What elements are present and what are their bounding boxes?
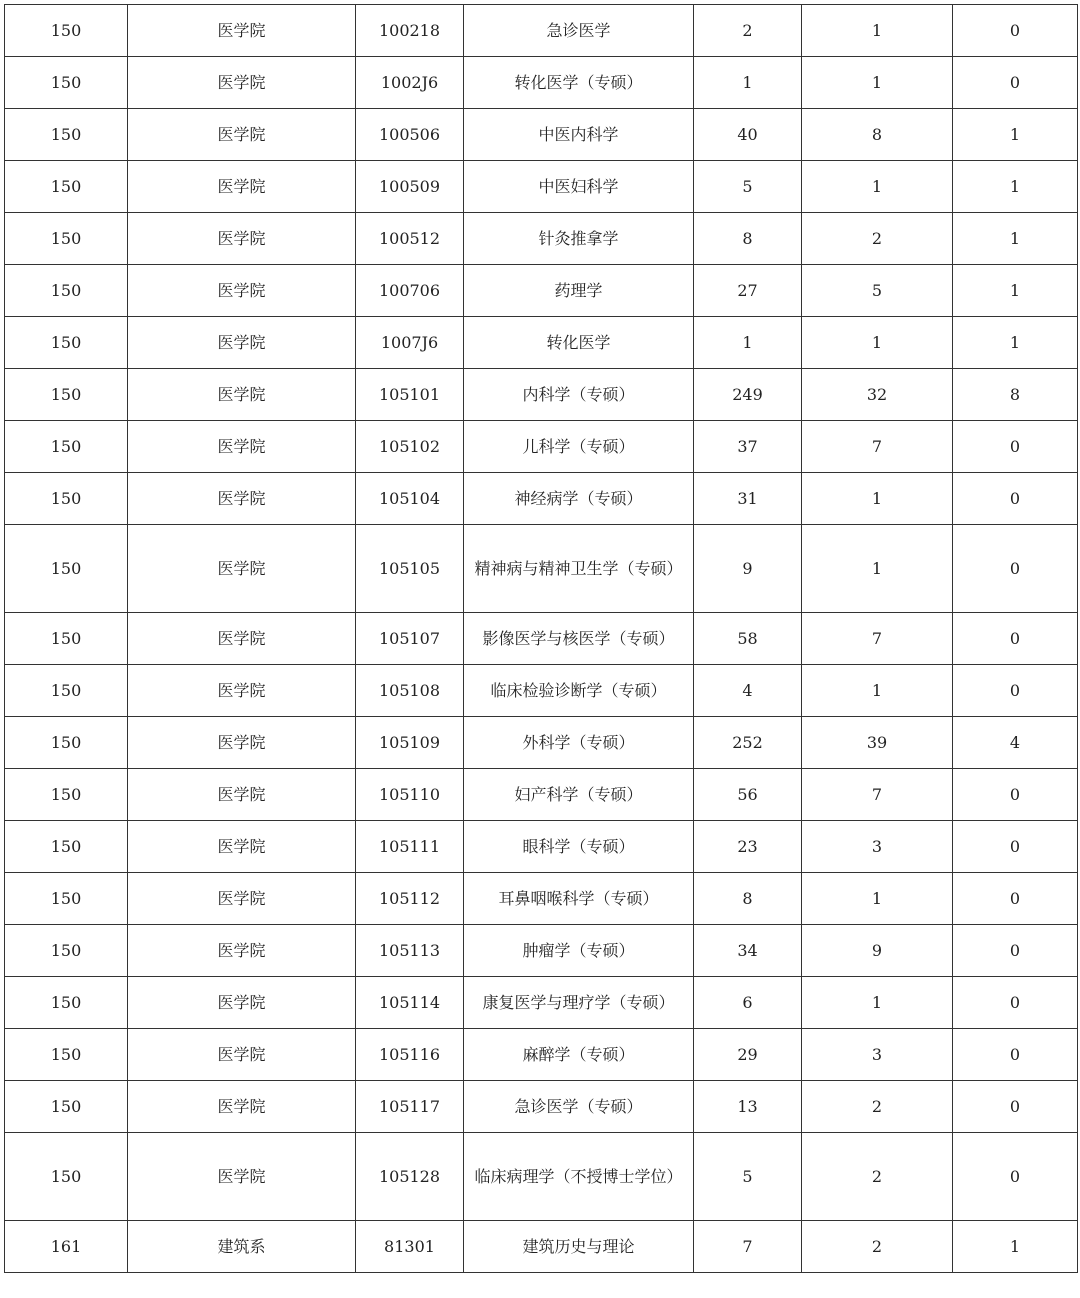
count-col6-cell: 2 [802,1081,953,1133]
dept-code-cell: 150 [5,873,128,925]
count-col6-cell: 1 [802,5,953,57]
count-col5-cell: 27 [694,265,802,317]
table-row [5,821,1078,873]
count-col7-cell: 0 [953,525,1078,613]
count-col5-cell: 29 [694,1029,802,1081]
major-name-cell: 建筑历史与理论 [464,1221,694,1273]
dept-code-cell: 150 [5,161,128,213]
dept-code-cell: 150 [5,369,128,421]
department-cell: 医学院 [128,769,356,821]
major-name-cell: 针灸推拿学 [464,213,694,265]
count-col6-cell: 1 [802,873,953,925]
count-col7-cell: 0 [953,1081,1078,1133]
table-row [5,1081,1078,1133]
table-row [5,977,1078,1029]
table-row [5,369,1078,421]
department-cell: 建筑系 [128,1221,356,1273]
count-col5-cell: 4 [694,665,802,717]
major-name-cell: 神经病学（专硕） [464,473,694,525]
count-col7-cell: 0 [953,57,1078,109]
major-code-cell: 105117 [356,1081,464,1133]
major-name-cell: 急诊医学 [464,5,694,57]
count-col5-cell: 56 [694,769,802,821]
major-code-cell: 105112 [356,873,464,925]
dept-code-cell: 150 [5,5,128,57]
major-code-cell: 105128 [356,1133,464,1221]
count-col7-cell: 1 [953,161,1078,213]
count-col5-cell: 23 [694,821,802,873]
table-row [5,717,1078,769]
table-row [5,1221,1078,1273]
major-code-cell: 105101 [356,369,464,421]
dept-code-cell: 150 [5,57,128,109]
major-name-cell: 肿瘤学（专硕） [464,925,694,977]
count-col7-cell: 0 [953,613,1078,665]
dept-code-cell: 150 [5,525,128,613]
major-name-cell: 影像医学与核医学（专硕） [464,613,694,665]
count-col6-cell: 1 [802,317,953,369]
table-row [5,109,1078,161]
department-cell: 医学院 [128,213,356,265]
count-col5-cell: 8 [694,213,802,265]
table-row [5,473,1078,525]
count-col5-cell: 34 [694,925,802,977]
major-name-cell: 中医妇科学 [464,161,694,213]
major-name-cell: 精神病与精神卫生学（专硕） [464,525,694,613]
count-col7-cell: 0 [953,473,1078,525]
major-name-cell: 临床病理学（不授博士学位） [464,1133,694,1221]
department-cell: 医学院 [128,317,356,369]
department-cell: 医学院 [128,977,356,1029]
department-cell: 医学院 [128,1133,356,1221]
department-cell: 医学院 [128,1081,356,1133]
dept-code-cell: 150 [5,977,128,1029]
count-col7-cell: 0 [953,769,1078,821]
count-col5-cell: 40 [694,109,802,161]
dept-code-cell: 161 [5,1221,128,1273]
major-name-cell: 中医内科学 [464,109,694,161]
count-col6-cell: 3 [802,821,953,873]
table-row [5,161,1078,213]
count-col6-cell: 1 [802,161,953,213]
dept-code-cell: 150 [5,213,128,265]
count-col7-cell: 0 [953,977,1078,1029]
major-name-cell: 外科学（专硕） [464,717,694,769]
dept-code-cell: 150 [5,665,128,717]
table-body [5,5,1078,1273]
department-cell: 医学院 [128,925,356,977]
dept-code-cell: 150 [5,925,128,977]
major-code-cell: 105102 [356,421,464,473]
count-col7-cell: 4 [953,717,1078,769]
count-col7-cell: 8 [953,369,1078,421]
count-col7-cell: 1 [953,109,1078,161]
count-col6-cell: 1 [802,525,953,613]
dept-code-cell: 150 [5,473,128,525]
department-cell: 医学院 [128,613,356,665]
count-col7-cell: 0 [953,5,1078,57]
count-col5-cell: 31 [694,473,802,525]
major-name-cell: 麻醉学（专硕） [464,1029,694,1081]
dept-code-cell: 150 [5,1133,128,1221]
department-cell: 医学院 [128,1029,356,1081]
count-col7-cell: 0 [953,873,1078,925]
major-code-cell: 100509 [356,161,464,213]
count-col7-cell: 1 [953,317,1078,369]
count-col6-cell: 7 [802,769,953,821]
major-code-cell: 1007J6 [356,317,464,369]
major-code-cell: 105113 [356,925,464,977]
count-col6-cell: 2 [802,213,953,265]
count-col7-cell: 0 [953,1029,1078,1081]
count-col6-cell: 8 [802,109,953,161]
table-row [5,213,1078,265]
major-name-cell: 儿科学（专硕） [464,421,694,473]
department-cell: 医学院 [128,473,356,525]
count-col5-cell: 9 [694,525,802,613]
count-col7-cell: 0 [953,665,1078,717]
count-col5-cell: 2 [694,5,802,57]
major-code-cell: 105105 [356,525,464,613]
admissions-table [4,4,1078,1273]
count-col6-cell: 1 [802,57,953,109]
count-col6-cell: 32 [802,369,953,421]
count-col6-cell: 2 [802,1133,953,1221]
department-cell: 医学院 [128,161,356,213]
department-cell: 医学院 [128,265,356,317]
table-row [5,873,1078,925]
department-cell: 医学院 [128,57,356,109]
count-col5-cell: 37 [694,421,802,473]
count-col5-cell: 7 [694,1221,802,1273]
table-row [5,525,1078,613]
major-code-cell: 1002J6 [356,57,464,109]
table-row [5,421,1078,473]
major-name-cell: 妇产科学（专硕） [464,769,694,821]
dept-code-cell: 150 [5,821,128,873]
count-col7-cell: 0 [953,821,1078,873]
major-name-cell: 转化医学 [464,317,694,369]
major-code-cell: 105104 [356,473,464,525]
major-code-cell: 105109 [356,717,464,769]
count-col6-cell: 2 [802,1221,953,1273]
table-row [5,317,1078,369]
major-code-cell: 100512 [356,213,464,265]
major-code-cell: 105108 [356,665,464,717]
dept-code-cell: 150 [5,769,128,821]
major-name-cell: 转化医学（专硕） [464,57,694,109]
count-col5-cell: 5 [694,161,802,213]
count-col5-cell: 5 [694,1133,802,1221]
count-col6-cell: 9 [802,925,953,977]
count-col6-cell: 1 [802,473,953,525]
major-name-cell: 内科学（专硕） [464,369,694,421]
department-cell: 医学院 [128,109,356,161]
table-row [5,265,1078,317]
table-row [5,57,1078,109]
count-col7-cell: 0 [953,1133,1078,1221]
count-col5-cell: 1 [694,57,802,109]
table-row [5,613,1078,665]
major-name-cell: 临床检验诊断学（专硕） [464,665,694,717]
table-row [5,1133,1078,1221]
count-col6-cell: 7 [802,421,953,473]
department-cell: 医学院 [128,873,356,925]
count-col7-cell: 1 [953,1221,1078,1273]
department-cell: 医学院 [128,525,356,613]
major-code-cell: 100706 [356,265,464,317]
major-name-cell: 眼科学（专硕） [464,821,694,873]
dept-code-cell: 150 [5,421,128,473]
count-col5-cell: 1 [694,317,802,369]
count-col6-cell: 39 [802,717,953,769]
major-code-cell: 105116 [356,1029,464,1081]
department-cell: 医学院 [128,5,356,57]
dept-code-cell: 150 [5,109,128,161]
major-code-cell: 105110 [356,769,464,821]
count-col5-cell: 58 [694,613,802,665]
department-cell: 医学院 [128,717,356,769]
count-col7-cell: 1 [953,213,1078,265]
count-col5-cell: 249 [694,369,802,421]
table-row [5,665,1078,717]
table-row [5,769,1078,821]
major-name-cell: 康复医学与理疗学（专硕） [464,977,694,1029]
count-col6-cell: 5 [802,265,953,317]
count-col7-cell: 1 [953,265,1078,317]
count-col6-cell: 3 [802,1029,953,1081]
dept-code-cell: 150 [5,265,128,317]
major-code-cell: 105114 [356,977,464,1029]
table-row [5,1029,1078,1081]
major-code-cell: 81301 [356,1221,464,1273]
count-col7-cell: 0 [953,925,1078,977]
major-name-cell: 耳鼻咽喉科学（专硕） [464,873,694,925]
count-col5-cell: 13 [694,1081,802,1133]
major-name-cell: 急诊医学（专硕） [464,1081,694,1133]
count-col6-cell: 1 [802,665,953,717]
count-col5-cell: 252 [694,717,802,769]
department-cell: 医学院 [128,821,356,873]
count-col5-cell: 6 [694,977,802,1029]
count-col5-cell: 8 [694,873,802,925]
major-code-cell: 105107 [356,613,464,665]
count-col7-cell: 0 [953,421,1078,473]
department-cell: 医学院 [128,369,356,421]
table-row [5,5,1078,57]
major-name-cell: 药理学 [464,265,694,317]
department-cell: 医学院 [128,421,356,473]
count-col6-cell: 7 [802,613,953,665]
dept-code-cell: 150 [5,613,128,665]
count-col6-cell: 1 [802,977,953,1029]
table-row [5,925,1078,977]
dept-code-cell: 150 [5,717,128,769]
major-code-cell: 100506 [356,109,464,161]
major-code-cell: 100218 [356,5,464,57]
dept-code-cell: 150 [5,1081,128,1133]
dept-code-cell: 150 [5,1029,128,1081]
dept-code-cell: 150 [5,317,128,369]
department-cell: 医学院 [128,665,356,717]
major-code-cell: 105111 [356,821,464,873]
